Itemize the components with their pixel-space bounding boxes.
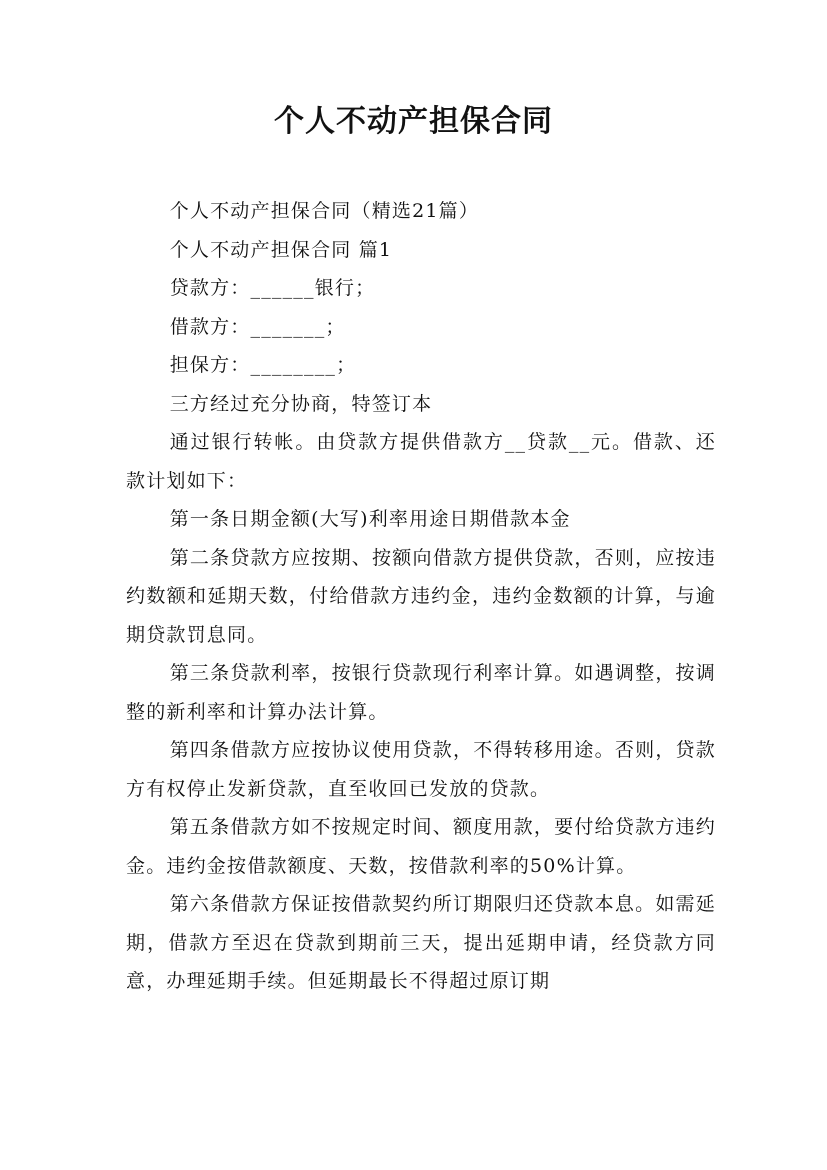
paragraph-guarantor: 担保方：________； xyxy=(169,354,357,376)
document-title: 个人不动产担保合同 xyxy=(274,104,553,139)
paragraph-article-5: 第五条借款方如不按规定时间、额度用款，要付给贷款方违约金。违约金按借款额度、天数，按借款利率的50%计算。 xyxy=(126,816,716,877)
paragraph-article-4: 第四条借款方应按协议使用贷款，不得转移用途。否则，贷款方有权停止发新贷款，直至收回已发放的贷款。 xyxy=(126,739,716,800)
paragraph-article-6: 第六条借款方保证按借款契约所订期限归还贷款本息。如需延期，借款方至迟在贷款到期前三天，提出延期申请，经贷款方同意，办理延期手续。但延期最长不得超过原订期 xyxy=(126,893,716,992)
paragraph-agreement-intro: 三方经过充分协商，特签订本 xyxy=(169,392,433,415)
document-body xyxy=(126,192,716,1001)
paragraph-article-3: 第三条贷款利率，按银行贷款现行利率计算。如遇调整，按调整的新利率和计算办法计算。 xyxy=(126,662,716,723)
paragraph-section-heading: 个人不动产担保合同 篇1 xyxy=(169,238,393,261)
paragraph-borrower: 借款方：_______； xyxy=(169,315,346,338)
paragraph-transfer-plan: 通过银行转帐。由贷款方提供借款方__贷款__元。借款、还款计划如下： xyxy=(126,431,716,492)
paragraph-collection-heading: 个人不动产担保合同（精选21篇） xyxy=(169,200,480,222)
paragraph-article-2: 第二条贷款方应按期、按额向借款方提供贷款，否则，应按违约数额和延期天数，付给借款方违约金，违约金数额的计算，与逾期贷款罚息同。 xyxy=(126,546,716,646)
paragraph-article-1: 第一条日期金额(大写)利率用途日期借款本金 xyxy=(169,508,571,530)
paragraph-lender: 贷款方：______银行； xyxy=(169,277,376,299)
